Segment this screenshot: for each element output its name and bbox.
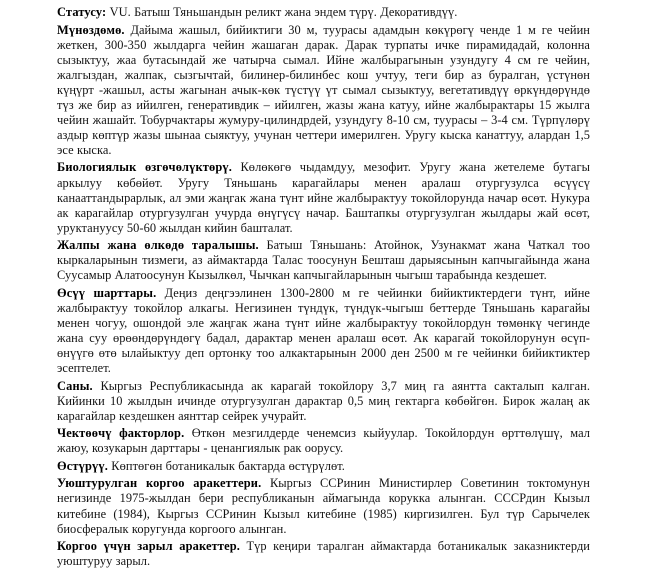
section-cultivation <box>57 459 590 474</box>
section-text-growth-conditions: Деңиз деңгээлинен 1300-2800 м ге чейинки бийиктиктердеги түнт, ийне жалбырактуу токойлор алкагы. Негизинен түндүк, түндүк-чыгыш беттерде Тяньшань карагайы менен чогуу, ошондой эле жаңгак жана түнт ийне жалбырактуу токойлордун төмөнкү чегинде жана суу өрөөндөрүндөгү бадал, дарактар менен аралаш өсөт. Ак карагай токойлорунун өсүп-өнүүгө өтө ылайыктуу деп ортонку тоо алкактарынын 2000 ден 2500 м ге чейинки бийиктиктер эсептелет. <box>57 285 590 376</box>
section-heading-description: Мүнөздөмө. <box>57 22 125 37</box>
section-text-limiting-factors: Өткөн мезгилдерде ченемсиз кыйуулар. Токойлордун өрттөлүшү, мал жаюу, козукарын дарттары - ценангиялык рак оорусу. <box>57 426 590 456</box>
section-text-distribution: Батыш Тяньшань: Атойнок, Узунакмат жана Чаткал тоо кыркаларынын тизмеги, аз аймактарда Талас тоосунун Бешташ дарыясынын капчыгайында жана Суусамыр Алатоосунун Кызылкөл, Чычкан капчыгайларынын чыгыш тарабында кездешет. <box>57 238 590 283</box>
section-heading-distribution: Жалпы жана өлкөдө таралышы. <box>57 238 259 253</box>
section-limiting-factors <box>57 426 590 456</box>
section-description <box>57 23 590 158</box>
section-conservation-measures-taken <box>57 476 590 536</box>
section-conservation-measures-needed <box>57 539 590 569</box>
section-heading-conservation-measures-needed: Коргоо үчүн зарыл аракеттер. <box>57 539 241 554</box>
section-heading-growth-conditions: Өсүү шарттары. <box>57 285 157 300</box>
section-heading-conservation-measures-taken: Уюштурулган коргоо аракеттери. <box>57 476 262 491</box>
section-text-description: Дайыма жашыл, бийиктиги 30 м, туурасы адамдын көкүрөгү ченде 1 м ге чейин жеткен, 300-350 жылдарга чейин жашаган дарак. Дарак турпаты ичке пирамидадай, колонна сызыктуу, жаа бутасындай же чатырча сымал. Ийне жалбырагынын узундугу 4 см ге чейин, жалгыздан, жалпак, сызгычтай, билинер-билинбес кош учтуу, теги бир аз буралган, үстүнөн күңүрт -жашыл, асты жагынан ачык-көк түстүү үт сымал сызыктуу, вегетативдүү өркүндөрүндө түз же бир аз ийилген, генеративдик – ийилген, жазы жана катуу, ийне жалбырактары 15 жылга чейин жашайт. Тобурчактары жумуру-цилиндрдей, узундугу 8-10 см, туурасы – 3-4 см. Түрпүлөрү аздыр көптүр жазы шынаа сыяктуу, учунан четтери имерилген. Уругу кыска канаттуу, алардан 1,5 эсе кыска. <box>57 22 590 157</box>
section-text-conservation-measures-needed: Түр кеңири таралган аймактарда ботаникалык заказниктерди уюштуруу зарыл. <box>57 539 591 569</box>
section-status <box>57 5 590 20</box>
section-heading-population: Саны. <box>57 378 93 393</box>
section-text-cultivation: Көптөгөн ботаникалык бактарда өстүрүлөт. <box>111 458 345 473</box>
section-text-biological-features: Көлөкөгө чыдамдуу, мезофит. Уругу жана жетелеме бутагы аркылуу көбөйөт. Уругу Тяньшань карагайлары менен аралаш отургузулса өсүүсү канааттандырарлык, ал эми жаңгак жана түнт ийне жалбырактуу токойлорунда начар өсөт. Нукура ак карагайлар отургузулган учурда өнүгүсү начар. Баштапкы отургузулган жылдары жай өсөт, уруктануусу 50-60 жылдан кийин башталат. <box>57 160 590 235</box>
section-growth-conditions <box>57 286 590 376</box>
section-heading-status: Статусу: <box>57 5 107 19</box>
section-biological-features <box>57 160 590 235</box>
section-text-conservation-measures-taken: Кыргыз ССРинин Министирлер Советинин токтомунун негизинде 1975-жылдан бери республиканын аймагында корукка алынган. СССРдин Кызыл китебине (1984), Кыргыз ССРинин Кызыл китебине (1985) киргизилген. Бул түр Сарычелек биосфералык коругунда коргоого алынган. <box>57 476 590 536</box>
section-population <box>57 379 590 424</box>
document-body <box>57 5 590 569</box>
section-heading-biological-features: Биологиялык өзгөчөлүктөрү. <box>57 160 232 175</box>
section-text-population: Кыргыз Республикасында ак карагай токойлору 3,7 миң га аянтта сакталып калган. Кийинки 10 жылдын ичинде отургузулган дарактар 0,5 миң гектарга көбөйгөн. Бирок жалаң ак карагайлар кездешкен аянттар сейрек учурайт. <box>57 378 590 423</box>
section-heading-cultivation: Өстүрүү. <box>57 458 108 473</box>
section-text-status: VU. Батыш Тяньшандын реликт жана эндем түрү. Декоративдүү. <box>109 5 458 19</box>
section-distribution <box>57 238 590 283</box>
section-heading-limiting-factors: Чектөөчү факторлор. <box>57 426 185 441</box>
